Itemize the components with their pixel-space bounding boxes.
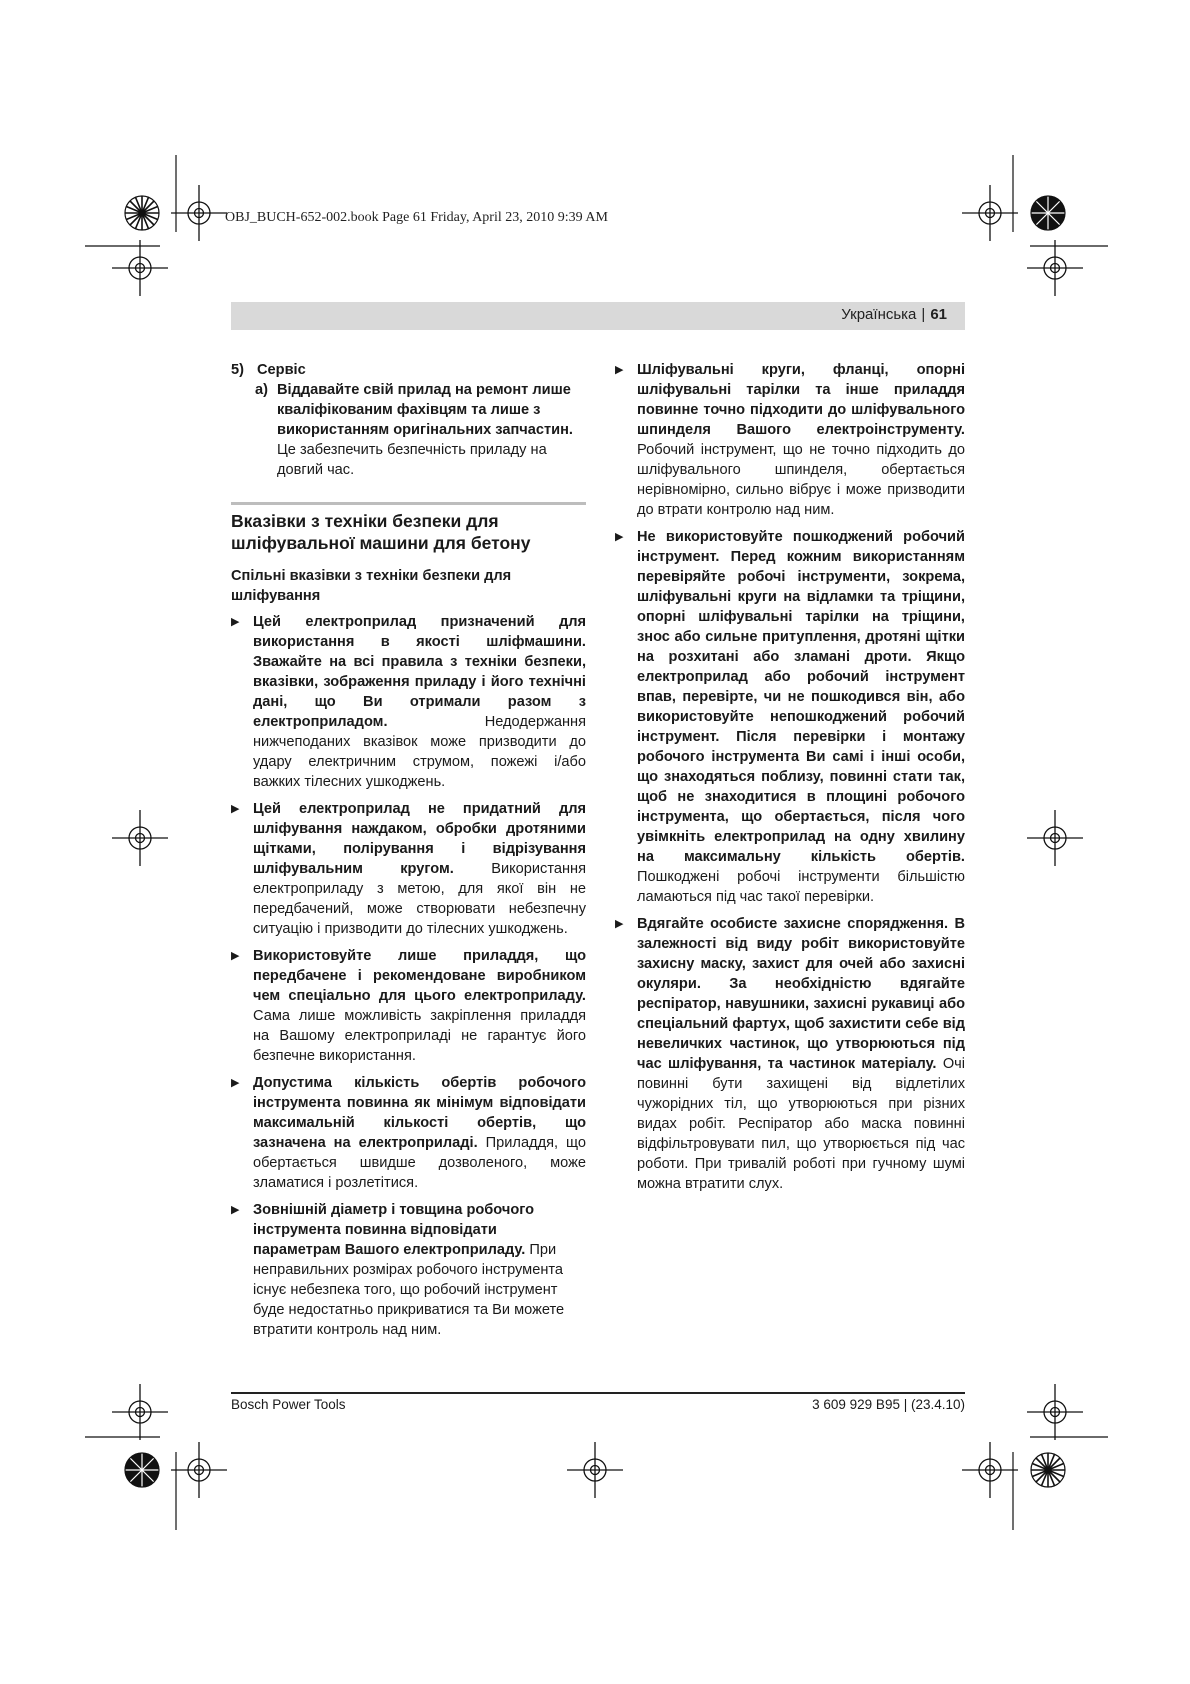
print-info: OBJ_BUCH-652-002.book Page 61 Friday, April 23, 2010 9:39 AM: [225, 210, 608, 225]
list-item: [231, 946, 586, 1066]
bullet-bold: Шліфувальні круги, фланці, опорні шліфувальні тарілки та інше приладдя повинне точно підходити до шліфувального шпинделя Вашого електроінструменту.: [637, 362, 965, 438]
bullet-normal: Недодержання нижчеподаних вказівок може призводити до удару електричним струмом, пожежі і/або важких тілесних ушкоджень.: [253, 714, 586, 790]
page-number: 61: [930, 306, 947, 323]
bullet-normal: Використання електроприладу з метою, для якої він не передбачений, може створювати небезпечну ситуацію і призводити до тілесних ушкоджень.: [253, 861, 586, 937]
right-column: [615, 360, 965, 1194]
bullet-normal: Сама лише можливість закріплення приладдя на Вашому електроприладі не гарантує його безпечне використання.: [253, 1008, 586, 1064]
bullet-triangle-icon: ▶: [615, 531, 624, 543]
item-body: [277, 380, 586, 480]
item-bold-text: Віддавайте свій прилад на ремонт лише кваліфікованим фахівцям та лише з використанням оригінальних запчастин.: [277, 382, 573, 438]
bullet-bold: Використовуйте лише приладдя, що передбачене і рекомендоване виробником чем спеціально для цього електроприладу.: [253, 948, 586, 1004]
left-bullet-list: [231, 612, 586, 1340]
header-language: Українська: [841, 306, 917, 323]
bullet-triangle-icon: ▶: [615, 918, 624, 930]
bullet-normal: Очі повинні бути захищені від відлетілих чужорідних тіл, що утворюються при різних видах робіт. Респіратор або маска повинні відфільтровувати пил, що утворюється під час роботи. При тривалій роботі при гучному шумі можна втратити слух.: [637, 1056, 966, 1192]
bullet-bold: Цей електроприлад призначений для використання в якості шліфмашини. Зважайте на всі правила з техніки безпеки, вказівки, зображення приладу і його технічні дані, що Ви отримали разом з електроприладом.: [253, 614, 586, 730]
bullet-normal: Приладдя, що обертається швидше дозволеного, може зламатися і розлетітися.: [253, 1135, 586, 1191]
bullet-triangle-icon: ▶: [231, 1077, 240, 1089]
bullet-bold: Вдягайте особисте захисне спорядження. В залежності від виду робіт використовуйте захисну маску, захист для очей або захисні окуляри. За необхідністю вдягайте респіратор, навушники, захисні рукавиці або спеціальний фартух, щоб захистити себе від невеличких частинок, що утворюються під час шліфування, та частинок матеріалу.: [637, 916, 965, 1072]
section-divider: [231, 502, 586, 505]
header-separator: |: [921, 306, 926, 323]
list-item: [231, 799, 586, 939]
bullet-triangle-icon: ▶: [231, 616, 240, 628]
bullet-triangle-icon: ▶: [231, 950, 240, 962]
list-item: [615, 360, 965, 520]
footer-brand: Bosch Power Tools: [231, 1397, 346, 1412]
section-5-number: 5): [231, 362, 244, 378]
list-item: [231, 1073, 586, 1193]
left-column: [231, 360, 586, 1340]
section-5-title: Сервіс: [257, 362, 306, 378]
footer-rule: [231, 1392, 965, 1394]
bullet-normal: При неправильних розмірах робочого інструмента існує небезпека того, що робочий інструмент буде недостатньо прикриватися та Ви можете втратити контроль над ним.: [253, 1242, 565, 1338]
bullet-triangle-icon: ▶: [231, 803, 240, 815]
item-letter: a): [255, 382, 268, 398]
list-item: [615, 527, 965, 907]
bullet-normal: Робочий інструмент, що не точно підходить до шліфувального шпинделя, обертається нерівномірно, сильно вібрує і може призводити до втрати контролю над ним.: [637, 442, 965, 518]
bullet-normal: Пошкоджені робочі інструменти більшістю ламаються під час такої перевірки.: [637, 869, 965, 905]
section-5-heading: [231, 360, 586, 380]
page-header-bar: [231, 302, 965, 330]
list-item: [231, 612, 586, 792]
bullet-triangle-icon: ▶: [231, 1204, 240, 1216]
sub-heading: Спільні вказівки з техніки безпеки для шліфування: [231, 568, 512, 604]
bullet-bold: Зовнішній діаметр і товщина робочого інструмента повинна відповідати параметрам Вашого електроприладу.: [253, 1202, 535, 1258]
bullet-bold: Цей електроприлад не придатний для шліфування наждаком, обробки дротяними щітками, полірування і відрізування шліфувальним кругом.: [253, 801, 586, 877]
bullet-bold: Не використовуйте пошкоджений робочий інструмент. Перед кожним використанням перевіряйте робочі інструменти, зокрема, шліфувальні круги на відламки та тріщини, опорні шліфувальні тарілки на тріщини, знос або сильне притуплення, дротяні щітки на розхитані або зламані дроти. Якщо електроприлад або робочий інструмент впав, перевірте, чи не пошкодився він, або використовуйте непошкоджений робочий інструмент. Після перевірки і монтажу робочого інструмента Ви самі і інші особи, що знаходяться поблизу, повинні стати так, щоб не знаходитися в площині робочого інструмента, що обертається, після чого увімкніть електроприлад на одну хвилину на максимальну кількість обертів.: [637, 529, 965, 865]
page-header: [841, 306, 947, 323]
list-item: [231, 1200, 586, 1340]
section-5-item-a: [255, 380, 586, 480]
main-heading: Вказівки з техніки безпеки для шліфувальної машини для бетону: [231, 511, 531, 553]
bullet-triangle-icon: ▶: [615, 364, 624, 376]
item-normal-text: Це забезпечить безпечність приладу на довгий час.: [277, 442, 547, 478]
list-item: [615, 914, 965, 1194]
footer-doc-id: 3 609 929 B95 | (23.4.10): [812, 1397, 965, 1412]
bullet-bold: Допустима кількість обертів робочого інструмента повинна як мінімум відповідати максимальній кількості обертів, що зазначена на електроприладі.: [253, 1075, 586, 1151]
